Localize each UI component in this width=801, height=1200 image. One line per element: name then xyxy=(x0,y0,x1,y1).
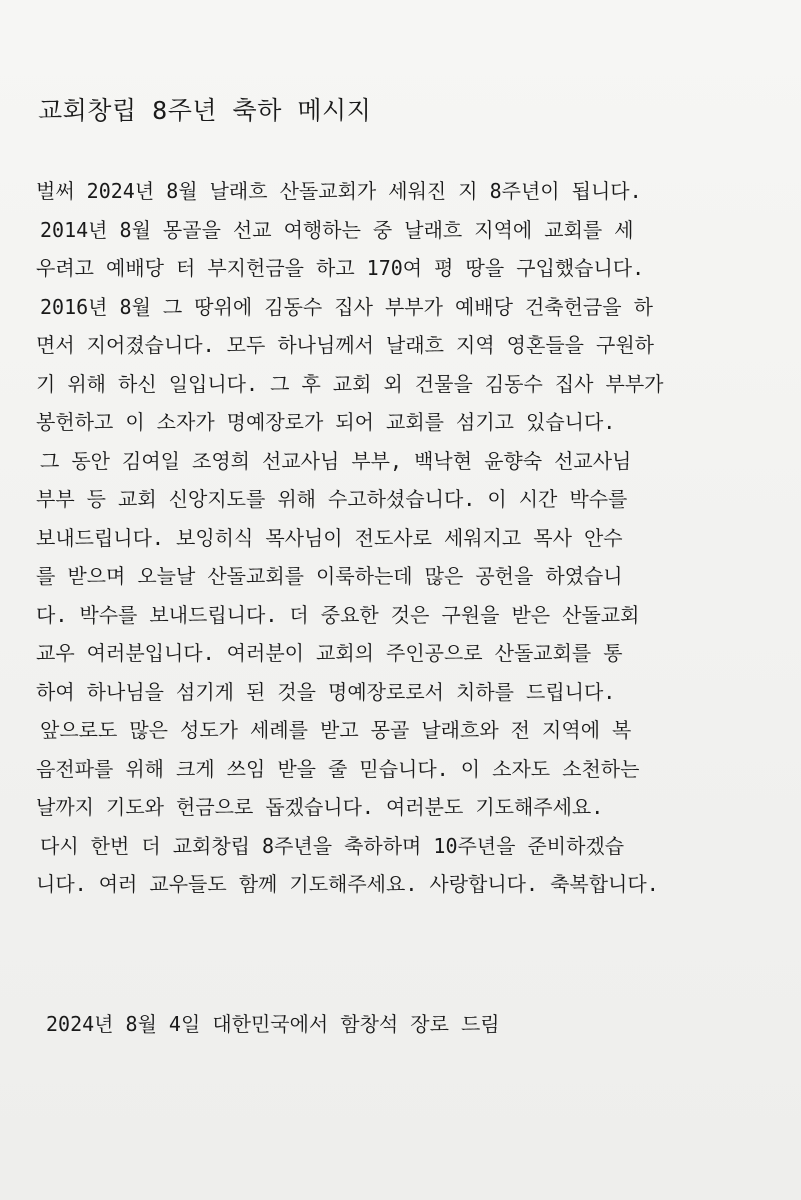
body-line: 그 동안 김여일 조영희 선교사님 부부, 백낙현 윤향숙 선교사님 xyxy=(40,448,632,473)
body-line: 벌써 2024년 8월 날래흐 산돌교회가 세워진 지 8주년이 됩니다. xyxy=(36,179,642,203)
body-line: 다. 박수를 보내드립니다. 더 중요한 것은 구원을 받은 산돌교회 xyxy=(36,602,640,627)
body-line: 기 위해 하신 일입니다. 그 후 교회 외 건물을 김동수 집사 부부가 xyxy=(36,371,664,396)
body-line: 하여 하나님을 섬기게 된 것을 명예장로로서 치하를 드립니다. xyxy=(36,679,616,704)
body-line: 교우 여러분입니다. 여러분이 교회의 주인공으로 산돌교회를 통 xyxy=(36,641,623,665)
body-line: 면서 지어졌습니다. 모두 하나님께서 날래흐 지역 영혼들을 구원하 xyxy=(36,333,654,357)
letter-signature: 2024년 8월 4일 대한민국에서 함창석 장로 드림 xyxy=(46,1012,500,1036)
body-line: 부부 등 교회 신앙지도를 위해 수고하셨습니다. 이 시간 박수를 xyxy=(36,487,628,511)
body-line: 다시 한번 더 교회창립 8주년을 축하하며 10주년을 준비하겠습 xyxy=(40,833,625,858)
body-line: 2016년 8월 그 땅위에 김동수 집사 부부가 예배당 건축헌금을 하 xyxy=(40,294,653,319)
body-line: 2014년 8월 몽골을 선교 여행하는 중 날래흐 지역에 교회를 세 xyxy=(40,217,634,242)
body-line: 보내드립니다. 보잉히식 목사님이 전도사로 세워지고 목사 안수 xyxy=(36,525,623,550)
body-line: 니다. 여러 교우들도 함께 기도해주세요. 사랑합니다. 축복합니다. xyxy=(36,872,659,896)
body-line: 앞으로도 많은 성도가 세례를 받고 몽골 날래흐와 전 지역에 복 xyxy=(40,718,632,742)
body-line: 음전파를 위해 크게 쓰임 받을 줄 믿습니다. 이 소자도 소천하는 xyxy=(36,756,640,781)
body-line: 우려고 예배당 터 부지헌금을 하고 170여 평 땅을 구입했습니다. xyxy=(36,256,645,280)
body-line: 봉헌하고 이 소자가 명예장로가 되어 교회를 섬기고 있습니다. xyxy=(36,410,616,434)
letter-title: 교회창립 8주년 축하 메시지 xyxy=(38,96,372,125)
body-line: 를 받으며 오늘날 산돌교회를 이룩하는데 많은 공헌을 하였습니 xyxy=(36,564,623,588)
body-line: 날까지 기도와 헌금으로 돕겠습니다. 여러분도 기도해주세요. xyxy=(36,795,604,819)
letter-body xyxy=(36,172,771,904)
